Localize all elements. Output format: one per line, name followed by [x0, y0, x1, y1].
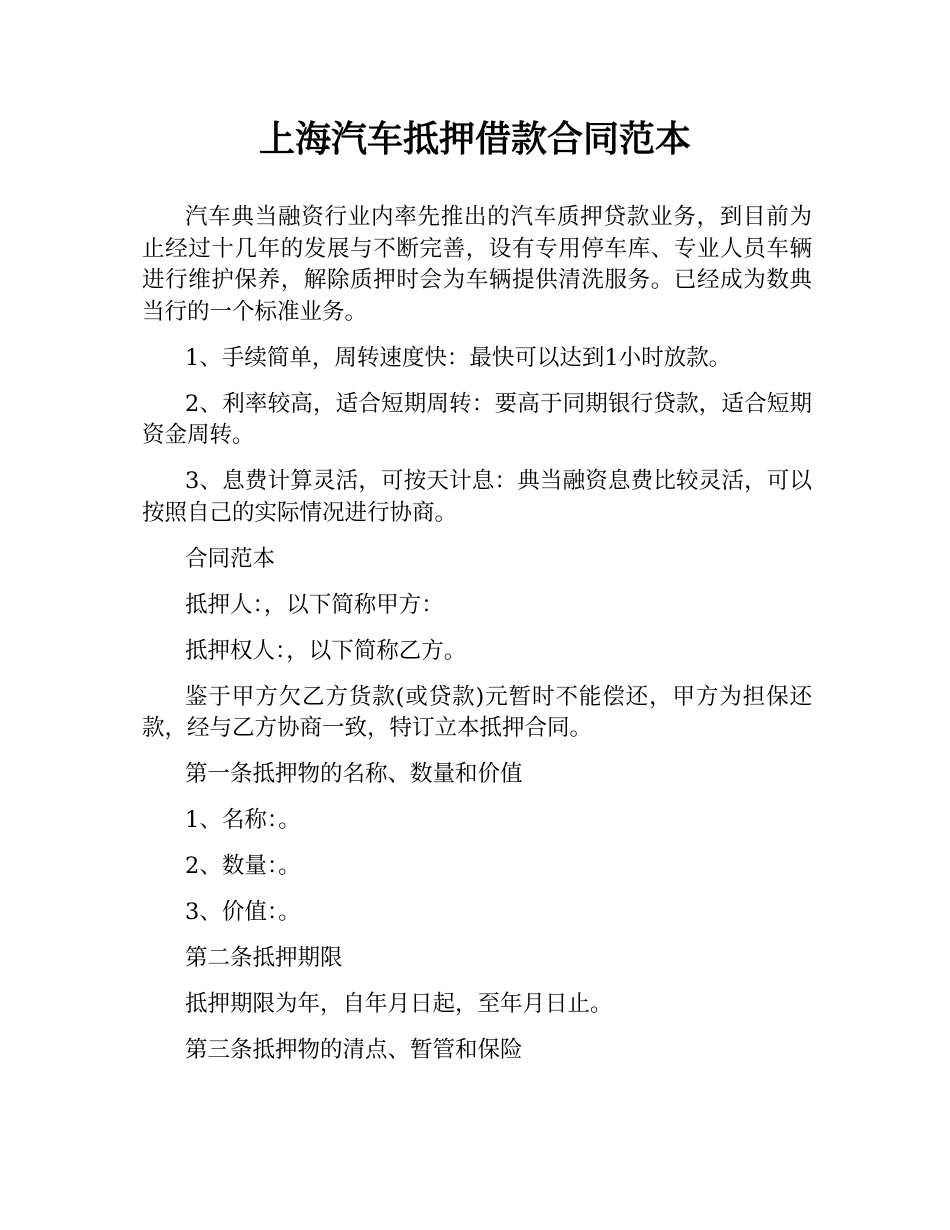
paragraph-intro: 汽车典当融资行业内率先推出的汽车质押贷款业务，到目前为止经过十几年的发展与不断完善，设有专用停车库、专业人员车辆进行维护保养，解除质押时会为车辆提供清洗服务。已经成为数典当行的一个标准业务。	[142, 204, 812, 325]
article-1-item-value: 3、价值：。	[185, 899, 301, 925]
article-2-term: 抵押期限为年，自年月日起，至年月日止。	[185, 991, 613, 1017]
article-3-heading: 第三条抵押物的清点、暂管和保险	[185, 1037, 523, 1063]
paragraph-point-3: 3、息费计算灵活，可按天计息：典当融资息费比较灵活，可以按照自己的实际情况进行协商。	[142, 468, 812, 526]
paragraph-point-1: 1、手续简单，周转速度快：最快可以达到1小时放款。	[185, 344, 732, 371]
section-heading-contract-template: 合同范本	[185, 545, 276, 572]
paragraph-point-2: 2、利率较高，适合短期周转：要高于同期银行贷款，适合短期资金周转。	[142, 390, 812, 448]
paragraph-mortgagor: 抵押人：，以下简称甲方：	[185, 591, 444, 618]
paragraph-preamble: 鉴于甲方欠乙方货款(或贷款)元暂时不能偿还，甲方为担保还款，经与乙方协商一致，特订立本抵押合同。	[142, 683, 812, 741]
article-1-item-name: 1、名称：。	[185, 807, 301, 833]
article-2-heading: 第二条抵押期限	[185, 945, 343, 971]
article-1-item-quantity: 2、数量：。	[185, 853, 301, 879]
document-body	[142, 202, 812, 1081]
document-title: 上海汽车抵押借款合同范本	[258, 119, 691, 160]
paragraph-mortgagee: 抵押权人：，以下简称乙方。	[185, 637, 467, 664]
article-1-heading: 第一条抵押物的名称、数量和价值	[185, 761, 523, 787]
